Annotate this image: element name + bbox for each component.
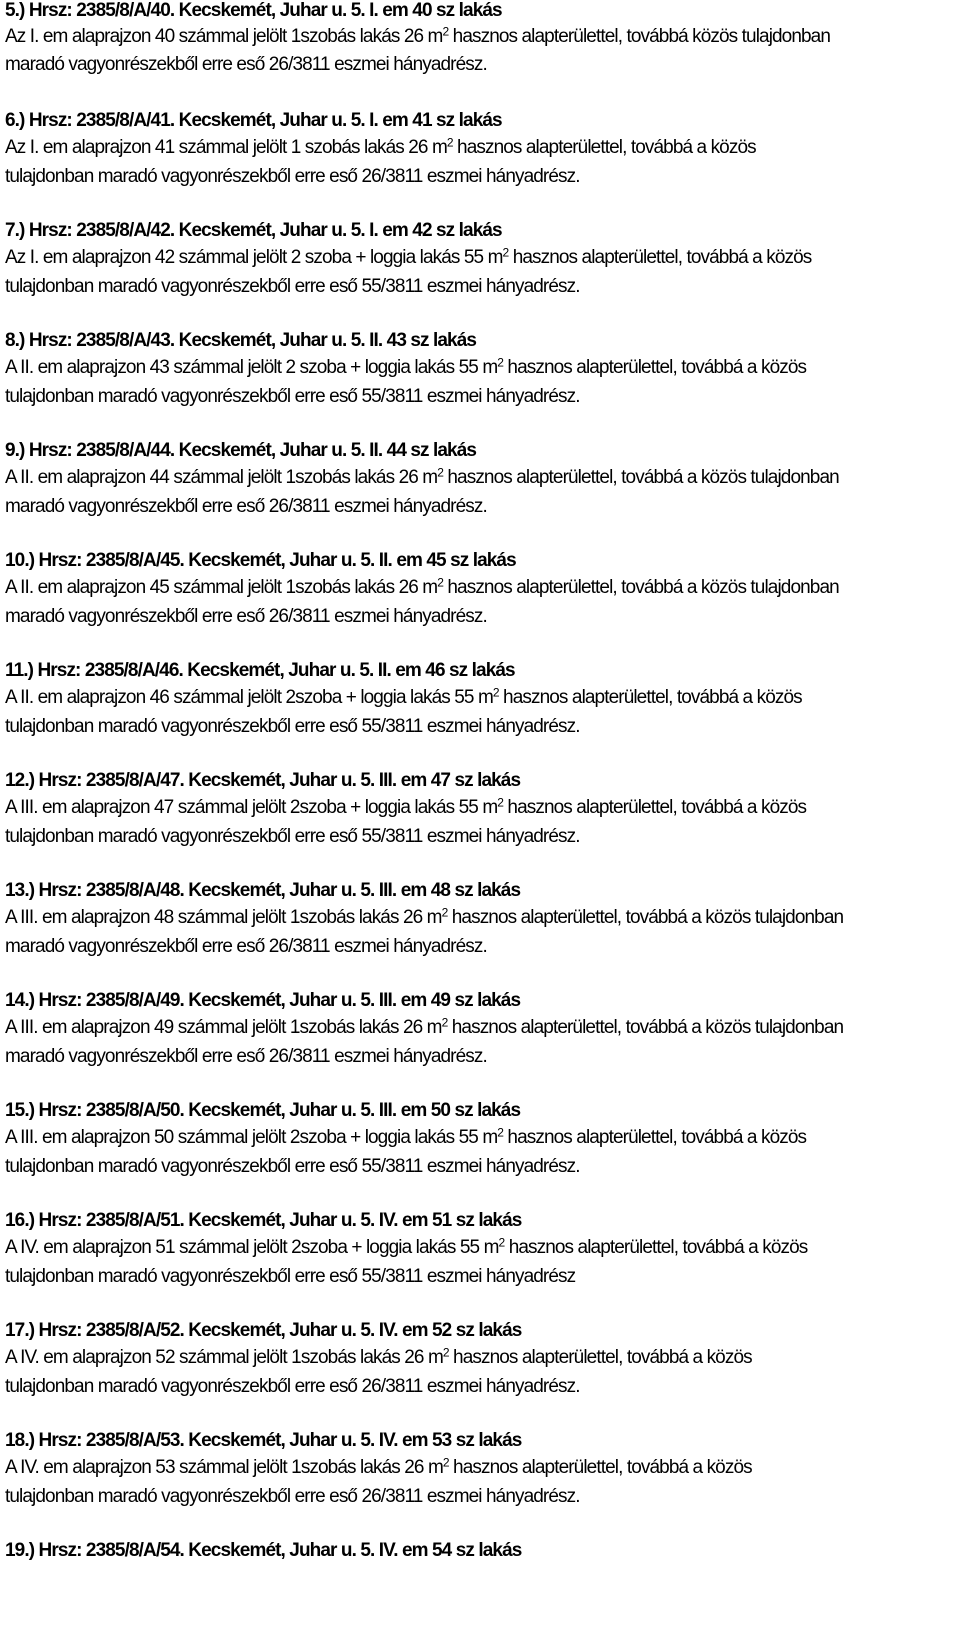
entry-description-line: A III. em alaprajzon 49 számmal jelölt 1szobás lakás 26 $m^2$ hasznos alapterülettel, továbbá a közös tulajdonban — [5, 1015, 844, 1038]
area-unit-superscript: 2 — [497, 795, 504, 810]
entry-heading: 19.) Hrsz: 2385/8/A/54. Kecskemét, Juhar u. 5. IV. em 54 sz lakás — [5, 1540, 522, 1561]
area-unit-superscript: 2 — [446, 135, 453, 150]
entry-share-line: maradó vagyonrészekből erre eső 26/3811 eszmei hányadrész. — [5, 496, 487, 517]
entry-heading: 14.) Hrsz: 2385/8/A/49. Kecskemét, Juhar u. 5. III. em 49 sz lakás — [5, 990, 521, 1011]
entry-share-line: tulajdonban maradó vagyonrészekből erre eső 55/3811 eszmei hányadrész. — [5, 716, 580, 737]
property-entry — [5, 1540, 960, 1650]
entry-description-line: Az I. em alaprajzon 40 számmal jelölt 1szobás lakás 26 $m^2$ hasznos alapterülettel, továbbá közös tulajdonban — [5, 24, 831, 47]
area-unit-superscript: 2 — [442, 1345, 449, 1360]
entry-description-line: Az I. em alaprajzon 42 számmal jelölt 2 szoba + loggia lakás 55 $m^2$ hasznos alapterülettel, továbbá a közös — [5, 245, 812, 268]
entry-heading: 18.) Hrsz: 2385/8/A/53. Kecskemét, Juhar u. 5. IV. em 53 sz lakás — [5, 1430, 522, 1451]
property-entry — [5, 1430, 960, 1540]
property-entry — [5, 660, 960, 770]
entry-description-line: A III. em alaprajzon 48 számmal jelölt 1szobás lakás 26 $m^2$ hasznos alapterülettel, továbbá a közös tulajdonban — [5, 905, 844, 928]
entry-share-line: tulajdonban maradó vagyonrészekből erre eső 55/3811 eszmei hányadrész. — [5, 826, 580, 847]
property-entry — [5, 1320, 960, 1430]
property-entry — [5, 440, 960, 550]
property-entry — [5, 220, 960, 330]
entry-share-line: maradó vagyonrészekből erre eső 26/3811 eszmei hányadrész. — [5, 54, 487, 75]
area-unit-superscript: 2 — [497, 355, 504, 370]
entry-heading: 9.) Hrsz: 2385/8/A/44. Kecskemét, Juhar u. 5. II. 44 sz lakás — [5, 440, 477, 461]
area-unit-superscript: 2 — [437, 465, 443, 480]
entry-description-line: Az I. em alaprajzon 41 számmal jelölt 1 szobás lakás 26 $m^2$ hasznos alapterülettel, továbbá a közös — [5, 135, 756, 158]
area-unit-superscript: 2 — [502, 245, 509, 260]
entry-description-line: A III. em alaprajzon 47 számmal jelölt 2szoba + loggia lakás 55 $m^2$ hasznos alapterülettel, továbbá a közös — [5, 795, 807, 818]
entry-heading: 15.) Hrsz: 2385/8/A/50. Kecskemét, Juhar u. 5. III. em 50 sz lakás — [5, 1100, 521, 1121]
entry-heading: 13.) Hrsz: 2385/8/A/48. Kecskemét, Juhar u. 5. III. em 48 sz lakás — [5, 880, 521, 901]
area-unit-superscript: 2 — [492, 685, 499, 700]
area-unit-superscript: 2 — [442, 24, 449, 39]
area-unit-superscript: 2 — [437, 575, 443, 590]
entry-share-line: tulajdonban maradó vagyonrészekből erre eső 26/3811 eszmei hányadrész. — [5, 1486, 580, 1507]
entry-heading: 7.) Hrsz: 2385/8/A/42. Kecskemét, Juhar u. 5. I. em 42 sz lakás — [5, 220, 502, 241]
area-unit-superscript: 2 — [442, 1455, 449, 1470]
entry-heading: 17.) Hrsz: 2385/8/A/52. Kecskemét, Juhar u. 5. IV. em 52 sz lakás — [5, 1320, 522, 1341]
entry-heading: 6.) Hrsz: 2385/8/A/41. Kecskemét, Juhar u. 5. I. em 41 sz lakás — [5, 110, 502, 131]
entry-description-line: A II. em alaprajzon 46 számmal jelölt 2szoba + loggia lakás 55 $m^2$ hasznos alapterülettel, továbbá a közös — [5, 685, 802, 708]
property-entry — [5, 1210, 960, 1320]
entry-heading: 11.) Hrsz: 2385/8/A/46. Kecskemét, Juhar u. 5. II. em 46 sz lakás — [5, 660, 515, 681]
entry-description-line: A III. em alaprajzon 50 számmal jelölt 2szoba + loggia lakás 55 $m^2$ hasznos alapterülettel, továbbá a közös — [5, 1125, 807, 1148]
entry-description-line: A IV. em alaprajzon 52 számmal jelölt 1szobás lakás 26 $m^2$ hasznos alapterülettel, továbbá a közös — [5, 1345, 752, 1368]
entry-heading: 8.) Hrsz: 2385/8/A/43. Kecskemét, Juhar u. 5. II. 43 sz lakás — [5, 330, 477, 351]
property-entry — [5, 550, 960, 660]
entry-share-line: tulajdonban maradó vagyonrészekből erre eső 55/3811 eszmei hányadrész. — [5, 276, 580, 297]
entry-share-line: tulajdonban maradó vagyonrészekből erre eső 55/3811 eszmei hányadrész. — [5, 386, 580, 407]
entry-heading: 10.) Hrsz: 2385/8/A/45. Kecskemét, Juhar u. 5. II. em 45 sz lakás — [5, 550, 516, 571]
entry-heading: 5.) Hrsz: 2385/8/A/40. Kecskemét, Juhar u. 5. I. em 40 sz lakás — [5, 0, 502, 21]
property-entry — [5, 110, 960, 220]
entry-description-line: A II. em alaprajzon 45 számmal jelölt 1szobás lakás 26 $m^2$ hasznos alapterülettel, továbbá a közös tulajdonban — [5, 575, 839, 598]
entry-share-line: tulajdonban maradó vagyonrészekből erre eső 26/3811 eszmei hányadrész. — [5, 166, 580, 187]
entry-description-line: A II. em alaprajzon 44 számmal jelölt 1szobás lakás 26 $m^2$ hasznos alapterülettel, továbbá a közös tulajdonban — [5, 465, 839, 488]
area-unit-superscript: 2 — [441, 1015, 448, 1030]
entry-share-line: maradó vagyonrészekből erre eső 26/3811 eszmei hányadrész. — [5, 936, 487, 957]
entry-share-line: maradó vagyonrészekből erre eső 26/3811 eszmei hányadrész. — [5, 606, 487, 627]
entry-heading: 12.) Hrsz: 2385/8/A/47. Kecskemét, Juhar u. 5. III. em 47 sz lakás — [5, 770, 521, 791]
entry-share-line: maradó vagyonrészekből erre eső 26/3811 eszmei hányadrész. — [5, 1046, 487, 1067]
area-unit-superscript: 2 — [498, 1235, 505, 1250]
entry-description-line: A IV. em alaprajzon 53 számmal jelölt 1szobás lakás 26 $m^2$ hasznos alapterülettel, továbbá a közös — [5, 1455, 752, 1478]
entry-description-line: A IV. em alaprajzon 51 számmal jelölt 2szoba + loggia lakás 55 $m^2$ hasznos alapterülettel, továbbá a közös — [5, 1235, 808, 1258]
area-unit-superscript: 2 — [497, 1125, 504, 1140]
entry-share-line: tulajdonban maradó vagyonrészekből erre eső 55/3811 eszmei hányadrész. — [5, 1156, 580, 1177]
entry-share-line: tulajdonban maradó vagyonrészekből erre eső 26/3811 eszmei hányadrész. — [5, 1376, 580, 1397]
property-entry — [5, 880, 960, 990]
property-entry — [5, 990, 960, 1100]
area-unit-superscript: 2 — [441, 905, 448, 920]
entry-heading: 16.) Hrsz: 2385/8/A/51. Kecskemét, Juhar u. 5. IV. em 51 sz lakás — [5, 1210, 522, 1231]
property-entry — [5, 770, 960, 880]
property-entry — [5, 1100, 960, 1210]
entry-share-line: tulajdonban maradó vagyonrészekből erre eső 55/3811 eszmei hányadrész — [5, 1266, 576, 1287]
entry-description-line: A II. em alaprajzon 43 számmal jelölt 2 szoba + loggia lakás 55 $m^2$ hasznos alapterülettel, továbbá a közös — [5, 355, 807, 378]
property-entry — [5, 0, 960, 110]
property-entry — [5, 330, 960, 440]
